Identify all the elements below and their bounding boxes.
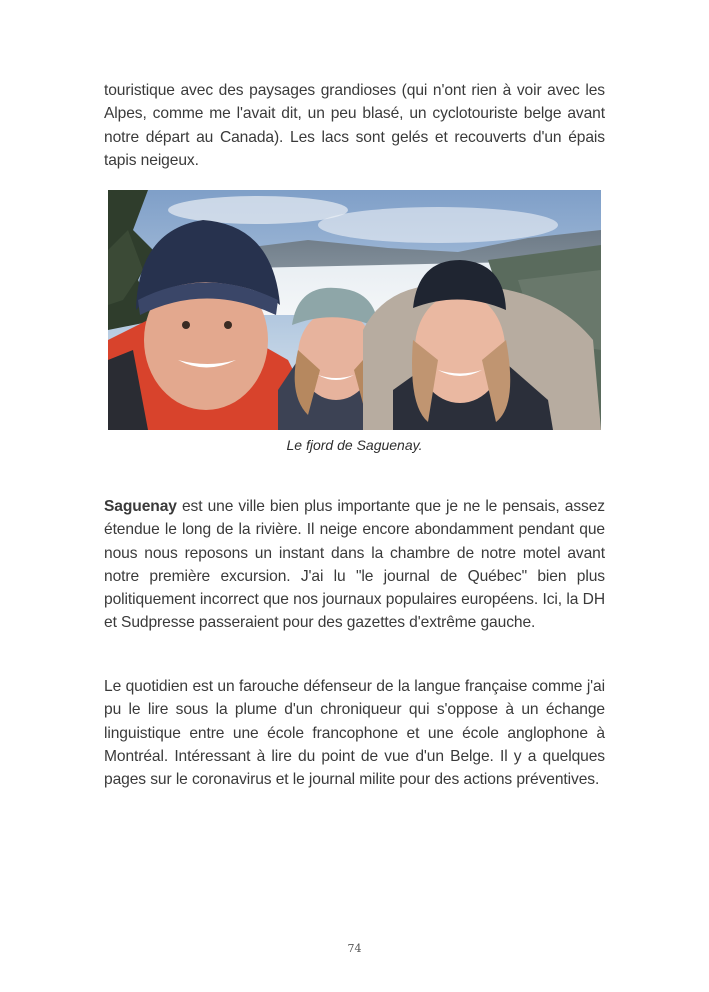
paragraph-lead-word: Saguenay — [104, 498, 177, 515]
photo-caption: Le fjord de Saguenay. — [286, 437, 423, 453]
paragraph-quotidien: Le quotidien est un farouche défenseur de la langue française comme j'ai pu le lire sous la plume d'un chroniqueur qui s'oppose à un échange linguistique entre une école francophone et une école anglophone à Montréal. Intéressant à lire du point de vue d'un Belge. Il y a quelques pages sur le coronavirus et le journal milite pour des actions préventives. — [104, 678, 605, 789]
page-number: 74 — [347, 942, 362, 955]
paragraph-saguenay — [104, 495, 605, 635]
paragraph-intro: touristique avec des paysages grandioses (qui n'ont rien à voir avec les Alpes, comme me l'avait dit, un peu blasé, un cyclotouriste belge avant notre départ au Canada). Les lacs sont gelés et recouverts d'un épais tapis neigeux. — [104, 82, 605, 169]
fjord-selfie-photo — [108, 190, 601, 430]
paragraph-body: est une ville bien plus importante que je ne le pensais, assez étendue le long de la rivière. Il neige encore abondamment pendant que nous nous reposons un instant dans la chambre de notre motel avant notre première excursion. J'ai lu "le journal de Québec" bien plus politiquement incorrect que nos journaux populaires européens. Ici, la DH et Sudpresse passeraient pour des gazettes d'extrême gauche. — [104, 498, 605, 632]
